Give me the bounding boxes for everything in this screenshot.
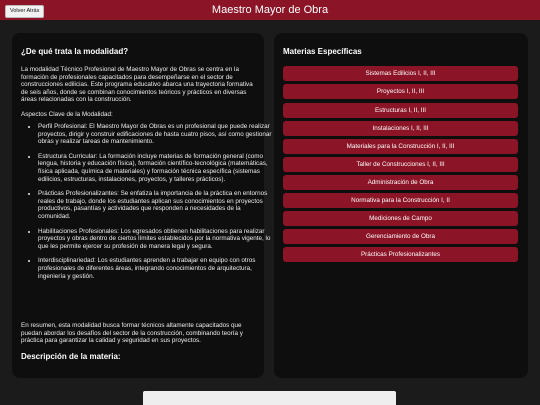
subject-button[interactable]: Mediciones de Campo bbox=[283, 211, 518, 226]
intro-paragraph: La modalidad Técnico Profesional de Maestro Mayor de Obras se centra en la formación de profesionales capacitados para desempeñarse en el sector de construcciones edilicias. Este programa educativo abarca una trayectoria formativa de seis años, donde se combinan conocimientos teóricos y prácticos en diversas áreas relacionadas con la construcción. bbox=[21, 66, 253, 104]
list-item: • Perfil Profesional: El Maestro Mayor de Obras es un profesional que puede realizar proyectos, dirigir y construir edificaciones de hasta cuatro pisos, así como gestionar obras y realizar tareas de mantenimiento. bbox=[38, 123, 274, 146]
subjects-heading: Materias Específicas bbox=[283, 47, 362, 56]
subject-button[interactable]: Prácticas Profesionalizantes bbox=[283, 247, 518, 262]
subject-button[interactable]: Gerenciamiento de Obra bbox=[283, 229, 518, 244]
back-button[interactable]: Volver Atrás bbox=[5, 5, 44, 18]
modality-heading: ¿De qué trata la modalidad? bbox=[21, 47, 129, 56]
subject-button[interactable]: Normativa para la Construcción I, II bbox=[283, 193, 518, 208]
subject-button[interactable]: Instalaciones I, II, III bbox=[283, 121, 518, 136]
summary-paragraph: En resumen, esta modalidad busca formar técnicos altamente capacitados que puedan abordar los desafíos del sector de la construcción, combinando teoría y práctica para garantizar la calidad y seguridad en sus proyectos. bbox=[21, 322, 243, 345]
subject-button[interactable]: Materiales para la Construcción I, II, III bbox=[283, 139, 518, 154]
subject-button[interactable]: Administración de Obra bbox=[283, 175, 518, 190]
list-item: • Interdisciplinariedad: Los estudiantes aprenden a trabajar en equipo con otros profesionales de diferentes áreas, integrando conocimientos de arquitectura, ingeniería y gestión. bbox=[38, 257, 274, 280]
description-heading: Descripción de la materia: bbox=[21, 352, 121, 361]
page-title: Maestro Mayor de Obra bbox=[211, 4, 329, 16]
subject-button[interactable]: Estructuras I, II, III bbox=[283, 103, 518, 118]
subject-button[interactable]: Taller de Construcciones I, II, III bbox=[283, 157, 518, 172]
header-bar bbox=[0, 0, 540, 20]
list-item: • Prácticas Profesionalizantes: Se enfatiza la importancia de la práctica en entornos reales de trabajo, donde los estudiantes aplican sus conocimientos en proyectos productivos, pasantías y actividades que responden a necesidades de la comunidad. bbox=[38, 190, 274, 220]
subjects-card bbox=[274, 33, 528, 378]
list-item: • Habilitaciones Profesionales: Los egresados obtienen habilitaciones para realizar proyectos y obras dentro de ciertos límites establecidos por la normativa vigente, lo que les permite ejercer su profesión de manera legal y segura. bbox=[38, 228, 274, 251]
media-preview bbox=[143, 391, 396, 405]
subject-button[interactable]: Proyectos I, II, III bbox=[283, 84, 518, 99]
aspects-list bbox=[21, 123, 274, 287]
subject-button[interactable]: Sistemas Edilicios I, II, III bbox=[283, 66, 518, 81]
modality-info-card bbox=[12, 33, 272, 378]
aspects-heading: Aspectos Clave de la Modalidad: bbox=[21, 111, 113, 118]
list-item: • Estructura Curricular: La formación incluye materias de formación general (como lengua, historia y educación física), formación científico-tecnológica (matemáticas, física aplicada, química de materiales) y formación técnica específica (sistemas edilicios, estructuras, instalaciones, proyectos, y talleres prácticos). bbox=[38, 153, 274, 183]
